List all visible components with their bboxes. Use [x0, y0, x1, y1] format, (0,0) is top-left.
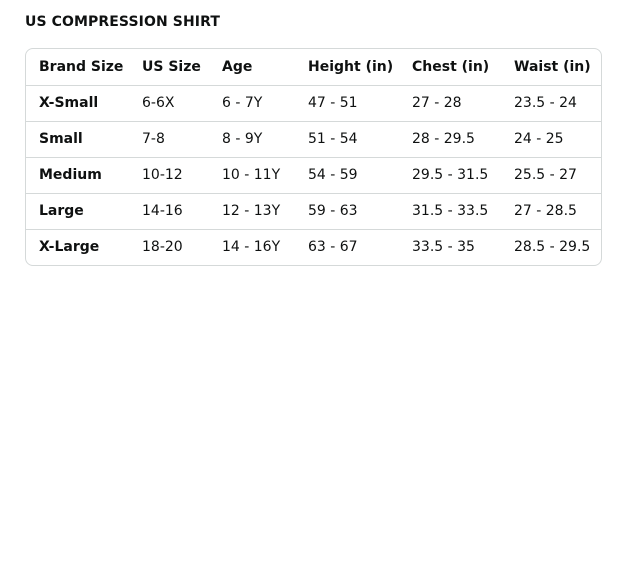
- cell-us-size: 10-12: [129, 157, 209, 193]
- cell-height: 51 - 54: [295, 121, 399, 157]
- table-row: [26, 229, 601, 265]
- cell-chest: 27 - 28: [399, 85, 501, 121]
- cell-age: 12 - 13Y: [209, 193, 295, 229]
- cell-age: 14 - 16Y: [209, 229, 295, 265]
- cell-chest: 33.5 - 35: [399, 229, 501, 265]
- cell-chest: 28 - 29.5: [399, 121, 501, 157]
- cell-height: 59 - 63: [295, 193, 399, 229]
- cell-waist: 28.5 - 29.5: [501, 229, 601, 265]
- cell-waist: 27 - 28.5: [501, 193, 601, 229]
- header-age: Age: [222, 58, 253, 75]
- table-row: [26, 121, 601, 157]
- table-row: [26, 193, 601, 229]
- cell-height: 63 - 67: [295, 229, 399, 265]
- header-brand-size: Brand Size: [39, 58, 124, 75]
- header-waist: Waist (in): [514, 58, 591, 75]
- size-chart-table: [25, 48, 602, 266]
- cell-age: 10 - 11Y: [209, 157, 295, 193]
- header-chest: Chest (in): [412, 58, 490, 75]
- cell-brand-size: X-Small: [26, 85, 129, 121]
- header-us-size: US Size: [142, 58, 201, 75]
- cell-waist: 23.5 - 24: [501, 85, 601, 121]
- cell-us-size: 18-20: [129, 229, 209, 265]
- cell-brand-size: Large: [26, 193, 129, 229]
- cell-age: 6 - 7Y: [209, 85, 295, 121]
- cell-waist: 24 - 25: [501, 121, 601, 157]
- cell-brand-size: X-Large: [26, 229, 129, 265]
- cell-waist: 25.5 - 27: [501, 157, 601, 193]
- table-row: [26, 85, 601, 121]
- cell-chest: 29.5 - 31.5: [399, 157, 501, 193]
- cell-chest: 31.5 - 33.5: [399, 193, 501, 229]
- cell-us-size: 6-6X: [129, 85, 209, 121]
- table-row: [26, 157, 601, 193]
- header-height: Height (in): [308, 58, 394, 75]
- cell-height: 54 - 59: [295, 157, 399, 193]
- cell-brand-size: Small: [26, 121, 129, 157]
- page-title: US COMPRESSION SHIRT: [25, 14, 220, 30]
- cell-height: 47 - 51: [295, 85, 399, 121]
- cell-age: 8 - 9Y: [209, 121, 295, 157]
- table-header-row: [26, 49, 601, 85]
- cell-us-size: 7-8: [129, 121, 209, 157]
- cell-brand-size: Medium: [26, 157, 129, 193]
- cell-us-size: 14-16: [129, 193, 209, 229]
